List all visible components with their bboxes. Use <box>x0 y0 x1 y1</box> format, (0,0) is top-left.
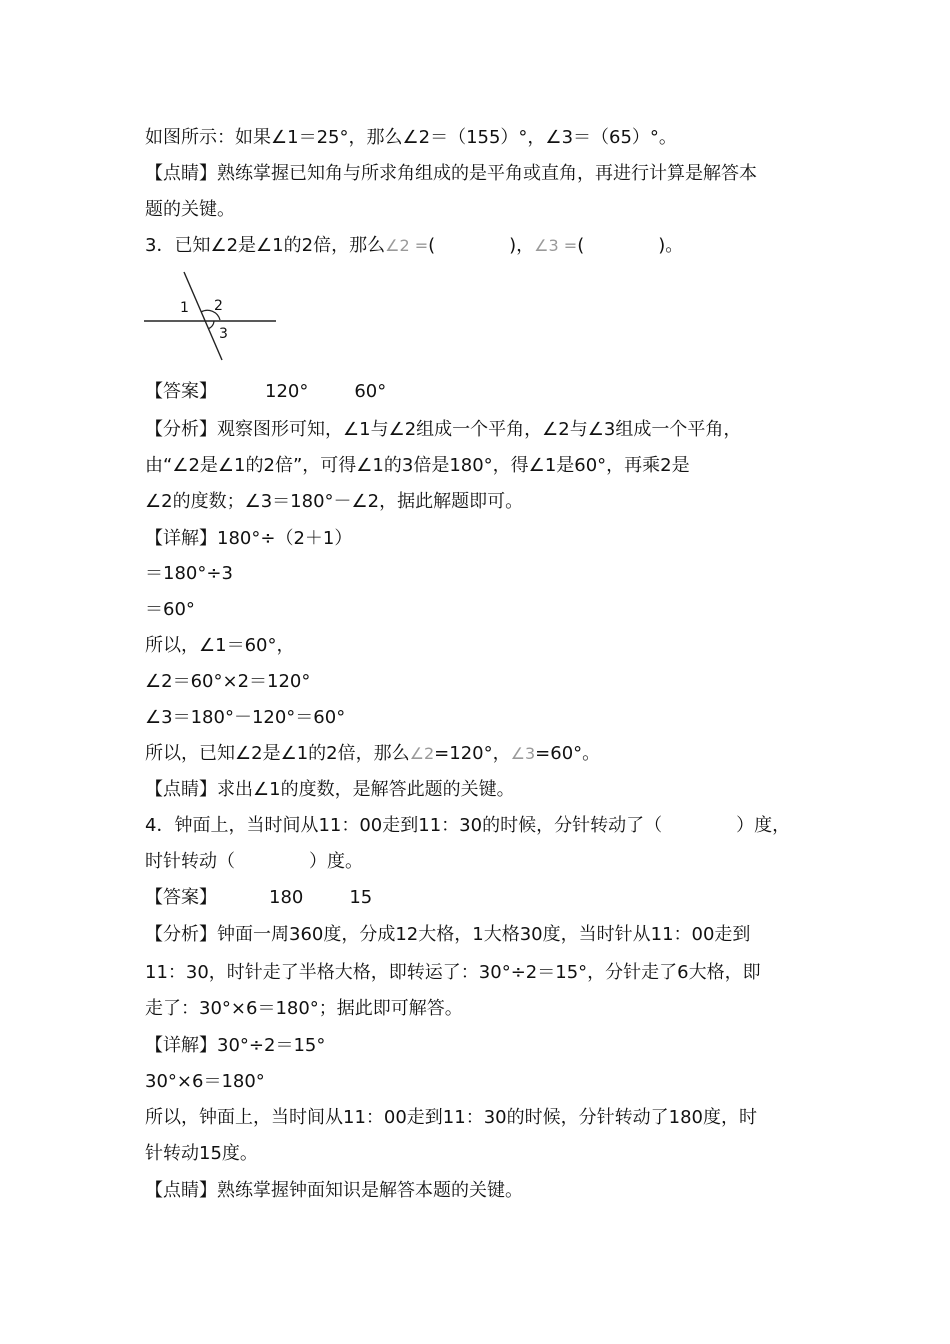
question-text: 4．钟面上，当时间从11：00走到11：30的时候，分针转动了（ <box>145 815 663 836</box>
text-line: ∠3＝180°－120°＝60° <box>145 707 346 728</box>
question-4 <box>145 814 790 838</box>
text-line: 由“∠2是∠1的2倍”，可得∠1的3倍是180°，得∠1是60°，再乘2是 <box>145 455 690 476</box>
answer-line <box>145 886 372 910</box>
angle-label-1: 1 <box>180 300 189 316</box>
text-line: 【点睛】熟练掌握已知角与所求角组成的是平角或直角，再进行计算是解答本 <box>145 163 757 184</box>
angle-3-label: ∠3 = <box>534 236 578 255</box>
angle-figure <box>138 268 283 368</box>
text-line: 针转动15度。 <box>145 1143 258 1164</box>
text-line: ＝180°÷3 <box>145 563 233 584</box>
text-line: 30°×6＝180° <box>145 1071 265 1092</box>
angle-2-label: ∠2 = <box>385 236 429 255</box>
text-line <box>145 742 600 766</box>
angle-2-label: ∠2 <box>409 744 435 763</box>
answer-value: 15 <box>349 887 373 908</box>
text-line: 【点睛】求出∠1的度数，是解答此题的关键。 <box>145 779 515 800</box>
text-line: 所以，∠1＝60°， <box>145 635 295 656</box>
text-line: ∠2的度数；∠3＝180°－∠2，据此解题即可。 <box>145 491 524 512</box>
question-text: 时针转动（ <box>145 851 235 872</box>
blank-open: ( <box>428 235 436 256</box>
text-line: 【点睛】熟练掌握钟面知识是解答本题的关键。 <box>145 1180 523 1201</box>
text-line: 【详解】180°÷（2＋1） <box>145 528 353 549</box>
answer-value: 180 <box>269 887 304 908</box>
text-line: ∠2＝60°×2＝120° <box>145 671 311 692</box>
blank-close: )。 <box>658 235 684 256</box>
question-text: ）度。 <box>309 851 363 872</box>
text-line: 【分析】观察图形可知，∠1与∠2组成一个平角，∠2与∠3组成一个平角， <box>145 419 742 440</box>
text-line: ＝60° <box>145 599 195 620</box>
question-text: ）度， <box>736 815 791 836</box>
answer-value: 60° <box>354 381 387 402</box>
text-line: 【分析】钟面一周360度，分成12大格，1大格30度，当时针从11：00走到 <box>145 924 751 945</box>
angle-3-label: ∠3 <box>510 744 536 763</box>
angle-label-2: 2 <box>214 298 223 314</box>
text-line: 【详解】30°÷2＝15° <box>145 1035 326 1056</box>
answer-line <box>145 380 386 404</box>
text-line: 题的关键。 <box>145 199 235 220</box>
conclusion-text: 所以，已知∠2是∠1的2倍，那么 <box>145 743 410 764</box>
answer-value: 120° <box>265 381 309 402</box>
blank-close: )， <box>509 235 535 256</box>
blank-open: ( <box>577 235 585 256</box>
question-4-cont <box>145 850 363 874</box>
angle-3-value: =60°。 <box>535 743 601 764</box>
angle-2-value: =120°， <box>434 743 511 764</box>
question-3 <box>145 234 683 258</box>
answer-tag: 【答案】 <box>145 887 217 908</box>
text-line: 所以，钟面上，当时间从11：00走到11：30的时候，分针转动了180度，时 <box>145 1107 757 1128</box>
answer-tag: 【答案】 <box>145 381 217 402</box>
angle-label-3: 3 <box>219 326 228 342</box>
question-text: 3．已知∠2是∠1的2倍，那么 <box>145 235 386 256</box>
text-line: 如图所示：如果∠1＝25°，那么∠2＝（155）°，∠3＝（65）°。 <box>145 127 677 148</box>
text-line: 11：30，时针走了半格大格，即转运了：30°÷2＝15°，分针走了6大格，即 <box>145 962 761 983</box>
text-line: 走了：30°×6＝180°；据此即可解答。 <box>145 998 463 1019</box>
